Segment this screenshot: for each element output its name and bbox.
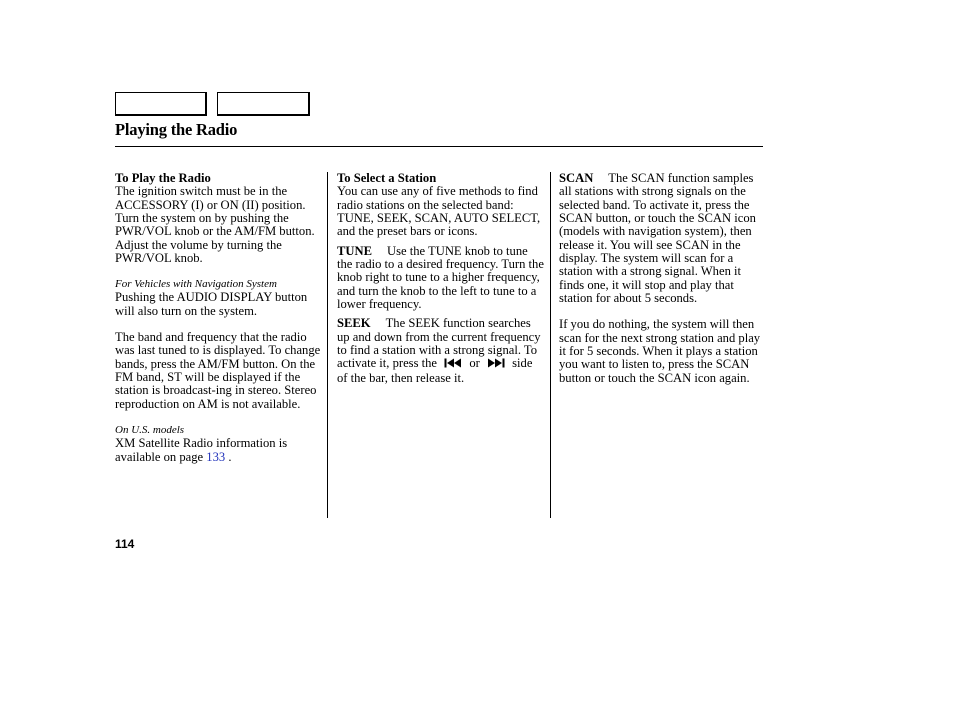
xm-text: XM Satellite Radio information is available on page <box>115 436 288 464</box>
page-number: 114 <box>115 537 135 551</box>
scan-label: SCAN <box>559 171 594 185</box>
seek-end: side of the bar, then release it. <box>337 356 533 385</box>
note-navigation: For Vehicles with Navigation System <box>115 278 277 291</box>
paragraph-seek <box>337 317 545 385</box>
column-3 <box>559 172 765 385</box>
nav-button-next[interactable] <box>217 92 310 116</box>
paragraph-tune <box>337 245 545 312</box>
paragraph-scan <box>559 172 765 305</box>
paragraph-methods: You can use any of five methods to find radio stations on the selected band: TUNE, SEEK, SCAN, AUTO SELECT, and the preset bars or icons. <box>337 184 541 239</box>
page-link-133[interactable]: 133 <box>206 449 226 464</box>
xm-end: . <box>228 449 232 464</box>
scan-text: The SCAN function samples all stations with strong signals on the selected band. To activate it, press the SCAN button, or touch the SCAN icon (models with navigation system), then release it. You will see SCAN in the display. The system will scan for a station with a strong signal. When it finds one, it will stop and play that station for about 5 seconds. <box>559 171 756 306</box>
tune-text: Use the TUNE knob to tune the radio to a desired frequency. Turn the knob right to tune to a higher frequency, and turn the knob to the left to tune to a lower frequency. <box>337 243 544 312</box>
section-heading-select-station: To Select a Station <box>337 171 437 185</box>
nav-button-previous[interactable] <box>115 92 207 116</box>
paragraph-ignition: The ignition switch must be in the ACCESSORY (I) or ON (II) position. Turn the system on by pushing the PWR/VOL knob or the AM/FM button. Adjust the volume by turning the PWR/VOL knob. <box>115 184 315 266</box>
paragraph-band-frequency: The band and frequency that the radio was last tuned to is displayed. To change bands, press the AM/FM button. On the FM band, ST will be displayed if the station is broadcast-ing in stereo. Stereo reproduction on AM is not available. <box>115 330 321 411</box>
skip-back-icon <box>444 358 462 371</box>
paragraph-xm-satellite <box>115 437 321 464</box>
note-us-models: On U.S. models <box>115 424 185 437</box>
paragraph-audio-display: Pushing the AUDIO DISPLAY button will also turn on the system. <box>115 290 308 318</box>
section-heading-play-radio: To Play the Radio <box>115 171 211 185</box>
page-title: Playing the Radio <box>115 120 238 139</box>
title-rule <box>115 146 763 147</box>
column-1 <box>115 172 321 464</box>
paragraph-scan-continue: If you do nothing, the system will then scan for the next strong station and play it for 5 seconds. When it plays a station you want to listen to, press the SCAN button or touch the SCAN icon again. <box>559 317 761 385</box>
column-divider <box>550 172 551 518</box>
tune-label: TUNE <box>337 243 372 258</box>
seek-text: The SEEK function searches up and down from the current frequency to find a station with a strong signal. To activate it, press the <box>337 316 541 371</box>
seek-label: SEEK <box>337 316 371 331</box>
column-divider <box>327 172 328 518</box>
seek-or: or <box>469 356 480 371</box>
skip-forward-icon <box>487 358 505 371</box>
column-2 <box>337 172 545 385</box>
